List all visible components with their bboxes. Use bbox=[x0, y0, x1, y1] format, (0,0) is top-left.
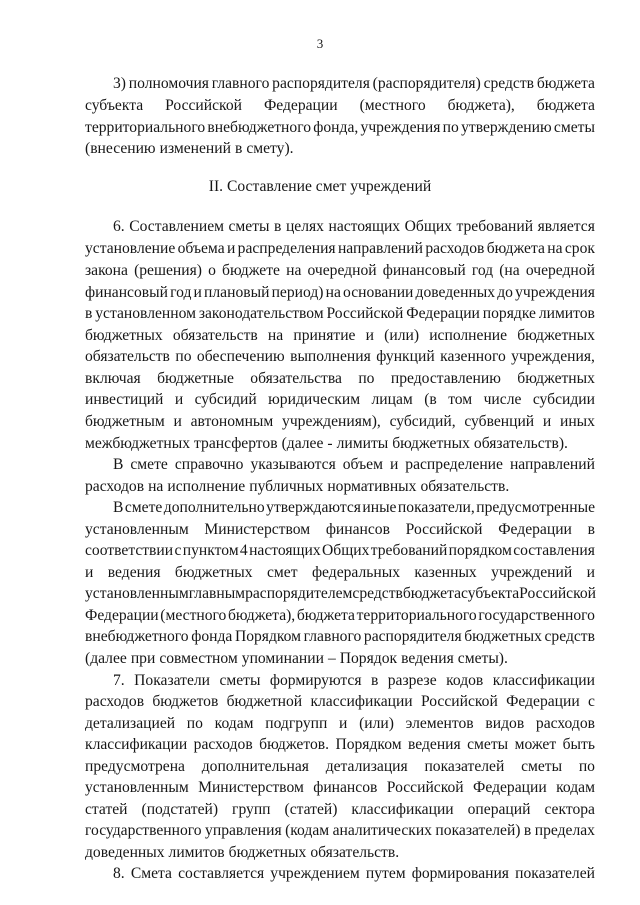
text-line: статей (подстатей) групп (статей) классификации операций сектора bbox=[85, 801, 595, 818]
text-line: внебюджетного фонда Порядком главного распорядителя бюджетных средств bbox=[85, 628, 595, 645]
page-number: 3 bbox=[316, 36, 324, 51]
text-line: 7. Показатели сметы формируются в разрезе кодов классификации bbox=[113, 672, 595, 689]
text-line: бюджетных обязательств на принятие и (или) исполнение бюджетных bbox=[85, 327, 595, 344]
text-line: инвестиций и субсидий юридическим лицам (в том числе субсидии bbox=[85, 391, 595, 408]
text-line: включая бюджетные обязательства по предоставлению бюджетных bbox=[85, 370, 595, 387]
text-line: обязательств по обеспечению выполнения функций казенного учреждения, bbox=[85, 348, 595, 365]
text-line: (далее при совместном упоминании – Порядок ведения сметы). bbox=[85, 650, 508, 667]
section-heading-text: II. Составление смет учреждений bbox=[208, 178, 432, 195]
text-line: установленным главным распорядителем средств бюджета субъекта Российской bbox=[85, 585, 597, 602]
text-line: соответствии с пунктом 4 настоящих Общих требований порядком составления bbox=[85, 542, 595, 559]
text-line: и ведения бюджетных смет федеральных казенных учреждений и bbox=[85, 564, 595, 581]
text-line: расходов на исполнение публичных нормативных обязательств. bbox=[85, 478, 510, 495]
text-line: расходов бюджетов бюджетной классификации Российской Федерации с bbox=[85, 693, 595, 710]
text-line: 3) полномочия главного распорядителя (распорядителя) средств бюджета bbox=[113, 75, 595, 92]
text-line: государственного управления (кодам аналитических показателей) в пределах bbox=[85, 822, 595, 839]
text-line: детализацией по кодам подгрупп и (или) элементов видов расходов bbox=[85, 715, 595, 732]
text-line: установленным Министерством финансов Российской Федерации в bbox=[85, 521, 595, 538]
text-line: доведенных лимитов бюджетных обязательств. bbox=[85, 844, 400, 861]
text-line: установление объема и распределения направлений расходов бюджета на срок bbox=[85, 240, 595, 257]
text-line: (внесению изменений в смету). bbox=[85, 140, 294, 157]
text-line: В смете справочно указываются объем и распределение направлений bbox=[113, 456, 595, 473]
text-line: 8. Смета составляется учреждением путем формирования показателей bbox=[113, 865, 595, 882]
text-line: финансовый год и плановый период) на основании доведенных до учреждения bbox=[85, 284, 595, 301]
text-line: 6. Составлением сметы в целях настоящих Общих требований является bbox=[113, 218, 595, 235]
text-line: территориального внебюджетного фонда, учреждения по утверждению сметы bbox=[85, 119, 595, 136]
text-line: в установленном законодательством Российской Федерации порядке лимитов bbox=[85, 305, 595, 322]
text-line: предусмотрена дополнительная детализация показателей сметы по bbox=[85, 758, 595, 775]
text-line: классификации расходов бюджетов. Порядком ведения сметы может быть bbox=[85, 736, 595, 753]
text-line: субъекта Российской Федерации (местного бюджета), бюджета bbox=[85, 97, 595, 114]
text-line: установленным Министерством финансов Российской Федерации кодам bbox=[85, 779, 595, 796]
text-line: межбюджетных трансфертов (далее - лимиты бюджетных обязательств). bbox=[85, 435, 568, 452]
text-line: В смете дополнительно утверждаются иные показатели, предусмотренные bbox=[113, 499, 595, 516]
section-heading bbox=[0, 177, 640, 197]
text-line: бюджетным и автономным учреждениям), субсидий, субвенций и иных bbox=[85, 413, 595, 430]
text-line: Федерации (местного бюджета), бюджета территориального государственного bbox=[85, 607, 595, 624]
text-line: закона (решения) о бюджете на очередной финансовый год (на очередной bbox=[85, 262, 595, 279]
